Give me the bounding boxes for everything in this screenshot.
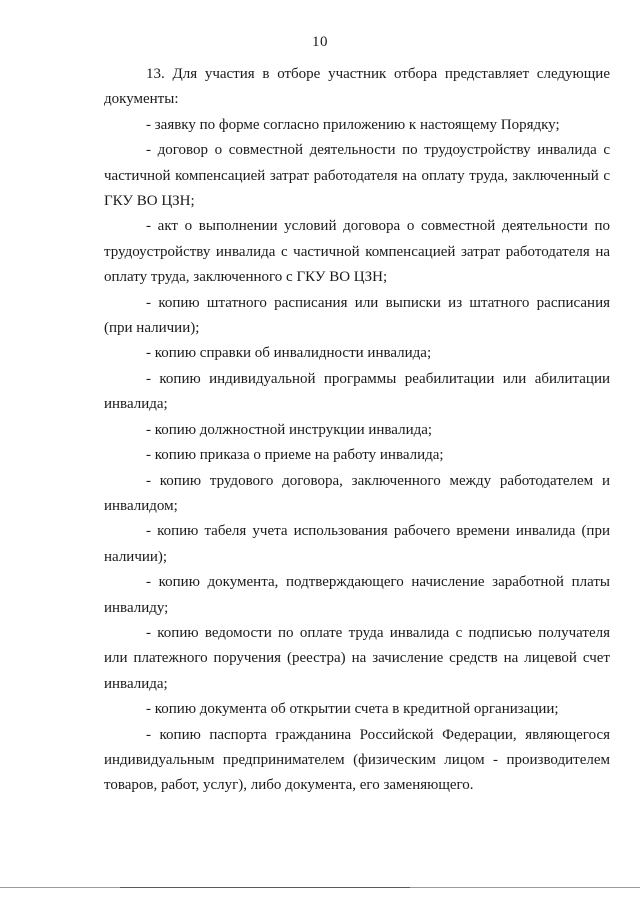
scan-edge-line-dark <box>120 887 410 888</box>
page-number: 10 <box>312 34 328 50</box>
list-item: - копию приказа о приеме на работу инвалида; <box>146 447 444 464</box>
list-item: - копию индивидуальной программы реабилитации или абилитации инвалида; <box>104 370 610 413</box>
list-item: - копию справки об инвалидности инвалида; <box>146 345 432 362</box>
list-item: - копию ведомости по оплате труда инвалида с подписью получателя или платежного поручения (реестра) на зачисление средств на лицевой счет инвалида; <box>104 624 610 692</box>
list-item: - копию паспорта гражданина Российской Федерации, являющегося индивидуальным предпринимателем (физическим лицом - производителем товаров, работ, услуг), либо документа, его заменяющего. <box>104 726 610 794</box>
list-item: - копию штатного расписания или выписки из штатного расписания (при наличии); <box>104 294 610 337</box>
list-item: - копию документа, подтверждающего начисление заработной платы инвалиду; <box>104 574 610 616</box>
document-body <box>104 62 610 799</box>
list-item: - копию табеля учета использования рабочего времени инвалида (при наличии); <box>104 523 610 565</box>
list-item: - акт о выполнении условий договора о совместной деятельности по трудоустройству инвалида с частичной компенсацией затрат работодателя на оплату труда, заключенного с ГКУ ВО ЦЗН; <box>104 218 610 286</box>
list-item: - заявку по форме согласно приложению к настоящему Порядку; <box>146 116 560 133</box>
list-item: - копию должностной инструкции инвалида; <box>146 421 433 438</box>
paragraph-intro: 13. Для участия в отборе участник отбора представляет следующие документы: <box>104 66 610 108</box>
list-item: - копию трудового договора, заключенного между работодателем и инвалидом; <box>104 472 610 514</box>
list-item: - договор о совместной деятельности по трудоустройству инвалида с частичной компенсацией затрат работодателя на оплату труда, заключенный с ГКУ ВО ЦЗН; <box>104 142 610 210</box>
list-item: - копию документа об открытии счета в кредитной организации; <box>146 701 559 718</box>
